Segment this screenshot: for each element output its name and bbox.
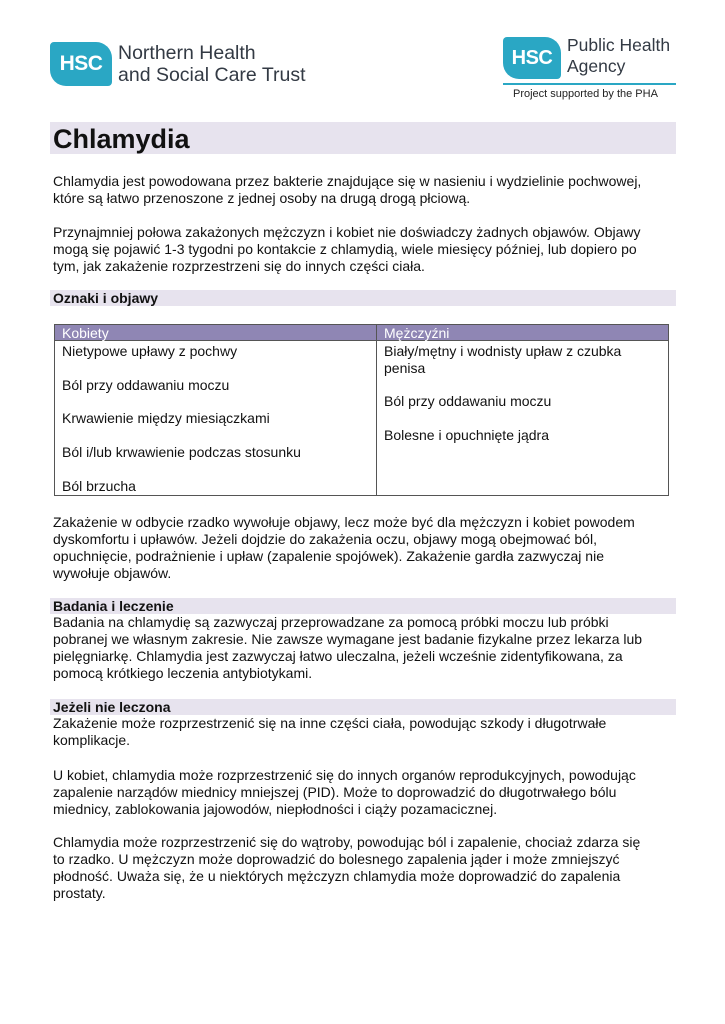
symptom-women: Ból brzucha — [62, 478, 136, 494]
column-header-women: Kobiety — [62, 325, 109, 341]
agency-subtitle: Project supported by the PHA — [513, 88, 658, 100]
section-heading-tests: Badania i leczenie — [53, 598, 174, 614]
symptom-women: Ból i/lub krwawienie podczas stosunku — [62, 444, 301, 460]
logo-divider — [503, 83, 676, 85]
page-title: Chlamydia — [53, 124, 190, 154]
public-health-agency-logo — [503, 35, 678, 105]
untreated-paragraph-2: U kobiet, chlamydia może rozprzestrzenić się do innych organów reprodukcyjnych, powodując zapalenie narządów miednicy mniejszej (PID). Może to doprowadzić do długotrwałego bólu miednicy, zablokowania jajowodów, niepłodności i ciąży pozamacicznej. — [53, 767, 636, 817]
symptom-women: Nietypowe upławy z pochwy — [62, 343, 238, 359]
symptom-men: Bolesne i opuchnięte jądra — [384, 427, 550, 443]
column-divider — [376, 325, 377, 495]
trust-name: Northern Health and Social Care Trust — [118, 42, 306, 86]
intro-paragraph-2: Przynajmniej połowa zakażonych mężczyzn i kobiet nie doświadczy żadnych objawów. Objawy mogą się pojawić 1-3 tygodni po kontakcie z chlamydią, wiele miesięcy później, lub dopiero po tym, jak zakażenie rozprzestrzeni się do innych części ciała. — [53, 224, 641, 274]
section-heading-signs: Oznaki i objawy — [53, 290, 159, 306]
symptoms-table — [54, 324, 669, 496]
section-heading-untreated: Jeżeli nie leczona — [53, 699, 171, 715]
hsc-logo-badge: HSC — [503, 37, 561, 79]
hsc-logo-badge: HSC — [50, 42, 112, 86]
column-header-men: Mężczyźni — [384, 325, 450, 341]
tests-paragraph: Badania na chlamydię są zazwyczaj przeprowadzane za pomocą próbki moczu lub próbki pobranej we własnym zakresie. Nie zawsze wymagane jest badanie fizykalne przez lekarza lub pielęgniarkę. Chlamydia jest zazwyczaj łatwo uleczalna, jeżeli wcześnie zidentyfikowana, za pomocą krótkiego leczenia antybiotykami. — [53, 614, 643, 681]
intro-paragraph-1: Chlamydia jest powodowana przez bakterie znajdujące się w nasieniu i wydzielinie pochwowej, które są łatwo przenoszone z jednej osoby na drugą drogą płciową. — [53, 173, 642, 206]
symptom-men: Ból przy oddawaniu moczu — [384, 393, 552, 409]
symptom-women: Krwawienie między miesiączkami — [62, 410, 270, 426]
table-header-row — [55, 325, 668, 341]
symptom-men: Biały/mętny i wodnisty upław z czubka penisa — [384, 343, 622, 376]
untreated-paragraph-3: Chlamydia może rozprzestrzenić się do wątroby, powodując ból i zapalenie, chociaż zdarza się to rzadko. U mężczyzn może doprowadzić do bolesnego zapalenia jąder i może zmniejszyć płodność. Uważa się, że u niektórych mężczyzn chlamydia może doprowadzić do zapalenia prostaty. — [53, 834, 641, 901]
agency-name: Public Health Agency — [567, 35, 671, 76]
untreated-paragraph-1: Zakażenie może rozprzestrzenić się na inne części ciała, powodując szkody i długotrwałe komplikacje. — [53, 715, 607, 748]
signs-followup-paragraph: Zakażenie w odbycie rzadko wywołuje objawy, lecz może być dla mężczyzn i kobiet powodem dyskomfortu i upławów. Jeżeli dojdzie do zakażenia oczu, objawy mogą obejmować ból, opuchnięcie, podrażnienie i upław (zapalenie spojówek). Zakażenie gardła zazwyczaj nie wywołuje objawów. — [53, 514, 635, 581]
symptom-women: Ból przy oddawaniu moczu — [62, 377, 230, 393]
northern-health-trust-logo — [50, 42, 306, 86]
